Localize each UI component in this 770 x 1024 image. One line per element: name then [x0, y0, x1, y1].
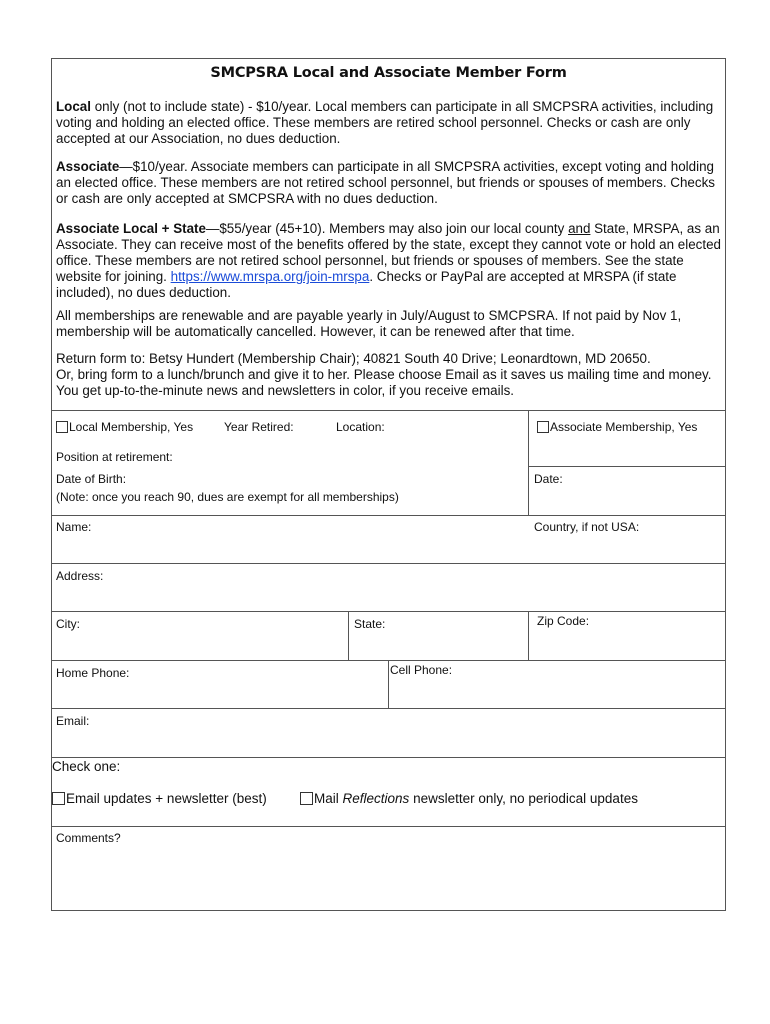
date-of-birth-label: Date of Birth: — [56, 472, 127, 486]
associate-membership-option[interactable] — [537, 420, 697, 434]
local-heading: Local — [56, 99, 91, 114]
divider-line — [52, 515, 725, 516]
associate-state-description — [56, 221, 724, 301]
mail-suffix: newsletter only, no periodical updates — [409, 791, 638, 806]
check-one-label: Check one: — [52, 759, 121, 774]
mail-prefix: Mail — [314, 791, 343, 806]
local-text: only (not to include state) - $10/year. Local members can participate in all SMCPSRA activities, including voting and holding an elected office. These members are retired school personnel. Checks or cash are only accepted at our Association, no dues deduction. — [56, 99, 714, 146]
divider-line — [528, 410, 529, 515]
divider-line — [52, 611, 725, 612]
associate-state-text-1: —$55/year (45+10). Members may also join our local county — [205, 221, 569, 236]
member-form — [51, 58, 726, 911]
location-label: Location: — [336, 420, 385, 434]
local-membership-label: Local Membership, Yes — [69, 420, 194, 434]
email-label: Email: — [56, 714, 90, 728]
divider-line — [52, 410, 725, 411]
cell-phone-label: Cell Phone: — [390, 663, 453, 677]
position-at-retirement-label: Position at retirement: — [56, 450, 173, 464]
email-updates-option[interactable] — [52, 792, 267, 806]
mail-reflections-checkbox[interactable] — [300, 792, 313, 805]
and-underlined: and — [568, 221, 591, 236]
year-retired-label: Year Retired: — [224, 420, 294, 434]
associate-state-text-3: . Checks or PayPal are accepted at MRSPA (if state included), no dues deduction. — [56, 269, 677, 300]
email-updates-checkbox[interactable] — [52, 792, 65, 805]
date-label: Date: — [534, 472, 563, 486]
divider-line — [528, 611, 529, 660]
local-membership-checkbox[interactable] — [56, 421, 68, 433]
divider-line — [52, 563, 725, 564]
join-mrspa-link[interactable]: https://www.mrspa.org/join-mrspa — [170, 269, 370, 284]
home-phone-label: Home Phone: — [56, 666, 130, 680]
form-title: SMCPSRA Local and Associate Member Form — [210, 65, 567, 81]
associate-state-heading: Associate Local + State — [56, 221, 206, 236]
return-line-1: Return form to: Betsy Hundert (Membership Chair); 40821 South 40 Drive; Leonardtown, MD 20650. — [56, 351, 651, 366]
state-label: State: — [354, 617, 386, 631]
associate-membership-checkbox[interactable] — [537, 421, 549, 433]
local-membership-option[interactable] — [56, 420, 193, 434]
return-text — [56, 351, 724, 399]
email-updates-label: Email updates + newsletter (best) — [66, 791, 267, 806]
renewal-text: All memberships are renewable and are payable yearly in July/August to SMCPSRA. If not paid by Nov 1, membership will be automatically cancelled. However, it can be renewed after that time. — [56, 308, 682, 339]
reflections-italic: Reflections — [342, 791, 410, 806]
comments-label: Comments? — [56, 831, 121, 845]
divider-line — [52, 757, 725, 758]
zip-code-label: Zip Code: — [537, 614, 590, 628]
city-label: City: — [56, 617, 80, 631]
divider-line — [348, 611, 349, 660]
return-line-2: Or, bring form to a lunch/brunch and give it to her. Please choose Email as it saves us mailing time and money. You get up-to-the-minute news and newsletters in color, if you receive emails. — [56, 367, 712, 398]
divider-line — [52, 826, 725, 827]
mail-reflections-option[interactable] — [300, 792, 638, 806]
associate-description — [56, 159, 724, 207]
dob-note: (Note: once you reach 90, dues are exempt for all memberships) — [56, 490, 399, 504]
local-description — [56, 99, 724, 147]
address-label: Address: — [56, 569, 104, 583]
associate-text: —$10/year. Associate members can participate in all SMCPSRA activities, except voting and holding an elected office. These members are not retired school personnel, but friends or spouses of members. Checks or cash are only accepted at SMCPSRA with no dues deduction. — [56, 159, 715, 206]
divider-line — [528, 466, 725, 467]
divider-line — [52, 708, 725, 709]
associate-state-text-2: State, MRSPA, as an Associate. They can receive most of the benefits offered by the state, except they cannot vote or hold an elected office. These members are not retired school personnel, but friends or spouses of members. See the state website for joining. — [56, 221, 721, 284]
associate-heading: Associate — [56, 159, 120, 174]
associate-membership-label: Associate Membership, Yes — [550, 420, 698, 434]
divider-line — [388, 660, 389, 708]
country-label: Country, if not USA: — [534, 520, 640, 534]
name-label: Name: — [56, 520, 92, 534]
